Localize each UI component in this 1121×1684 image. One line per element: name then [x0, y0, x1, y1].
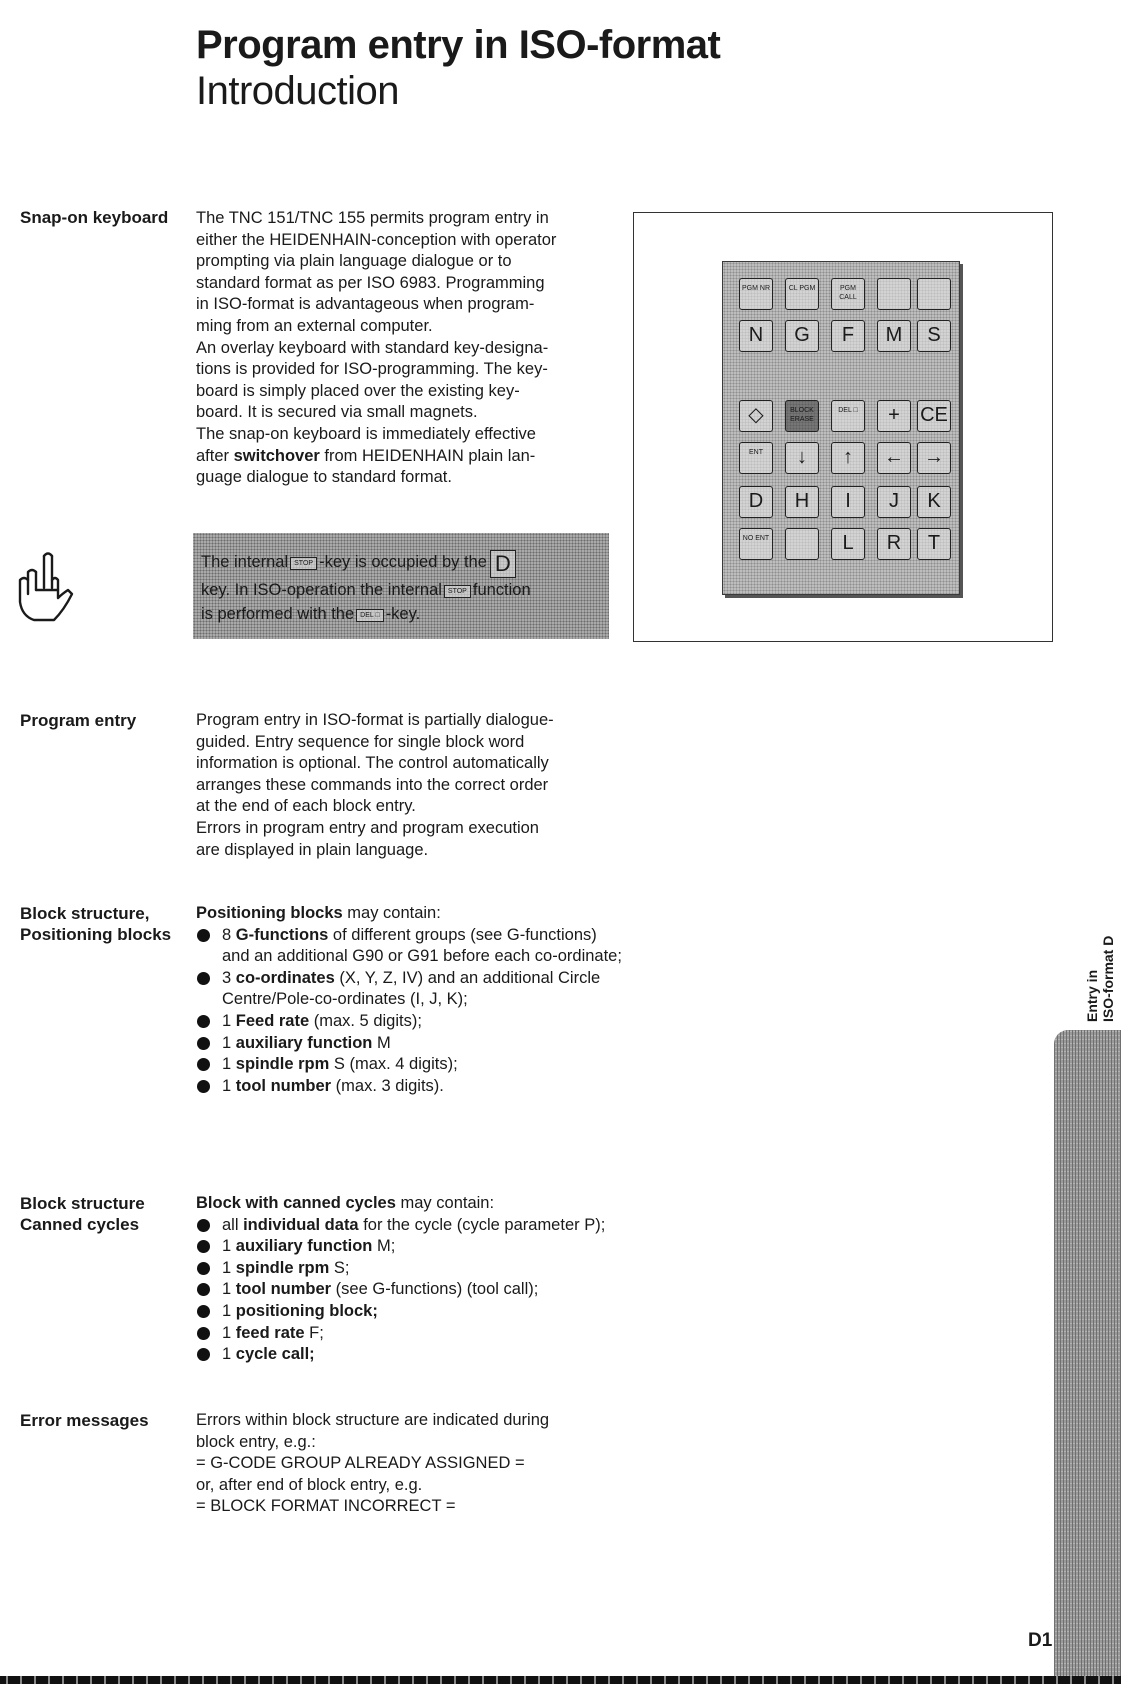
item-pre: 1	[222, 1076, 236, 1095]
item-bold: auxiliary function	[235, 1237, 373, 1256]
positioning-body	[196, 903, 626, 1097]
del-key-glyph: DEL □	[356, 609, 384, 622]
item-bold: auxiliary function	[235, 1033, 373, 1052]
body-line: either the HEIDENHAIN-conception with operator	[196, 230, 557, 249]
body-bold: Positioning blocks	[196, 904, 343, 922]
note-text-part: -key is occupied by the	[319, 553, 487, 571]
body-line: ming from an external computer.	[196, 316, 433, 335]
note-text	[201, 550, 605, 626]
note-text-part: is performed with the	[201, 605, 355, 623]
keypad-key: DEL □	[831, 400, 865, 432]
item-pre: 1	[222, 1258, 236, 1277]
item-post: of different groups (see G-functions) and an additional G90 or G91 before each co-ordinate;	[222, 925, 622, 966]
body-line	[196, 446, 626, 468]
keypad-key: ←	[877, 442, 911, 474]
body-line: or, after end of block entry, e.g.	[196, 1475, 423, 1494]
keypad-key: BLOCK ERASE	[785, 400, 819, 432]
item-bold: feed rate	[235, 1323, 305, 1342]
item-bold: cycle call;	[235, 1345, 315, 1364]
keypad-key: →	[917, 442, 951, 474]
item-bold: tool number	[235, 1076, 332, 1095]
note-text-part: key. In ISO-operation the internal	[201, 581, 442, 599]
list-item	[196, 1215, 626, 1237]
item-pre: 1	[222, 1237, 236, 1256]
stop-key-glyph: STOP	[290, 557, 317, 570]
item-post: S;	[329, 1258, 350, 1277]
item-pre: all	[222, 1215, 244, 1234]
keypad-key: H	[785, 486, 819, 518]
body-line: prompting via plain language dialogue or to	[196, 252, 512, 271]
keypad-key: PGM CALL	[831, 278, 865, 310]
item-pre: 1	[222, 1345, 236, 1364]
section-tab-line: ISO-format D	[1100, 935, 1116, 1022]
keypad-key	[917, 278, 951, 310]
body-line: An overlay keyboard with standard key-designa-	[196, 338, 549, 357]
keypad-key: PGM NR	[739, 278, 773, 310]
keypad-key: ↑	[831, 442, 865, 474]
stop-key-glyph: STOP	[444, 585, 471, 598]
item-bold: spindle rpm	[235, 1258, 330, 1277]
item-post: (see G-functions) (tool call);	[331, 1280, 539, 1299]
body-line: block entry, e.g.:	[196, 1432, 316, 1451]
snap-on-body	[196, 208, 626, 489]
body-line: board. It is secured via small magnets.	[196, 403, 478, 422]
item-pre: 8	[222, 925, 236, 944]
list-item	[196, 1054, 626, 1076]
item-bold: Feed rate	[235, 1011, 310, 1030]
note-text-part: function	[472, 581, 531, 599]
page-subtitle: Introduction	[196, 69, 400, 113]
section-label-error-messages: Error messages	[20, 1411, 149, 1430]
keypad-key: K	[917, 486, 951, 518]
item-bold: spindle rpm	[235, 1055, 330, 1074]
keypad-key: F	[831, 320, 865, 352]
bottom-scan-bar	[0, 1676, 1121, 1684]
keypad-key: CE	[917, 400, 951, 432]
canned-body	[196, 1193, 626, 1366]
keypad-key: D	[739, 486, 773, 518]
body-text: from HEIDENHAIN plain lan-	[319, 446, 536, 465]
keypad-key: I	[831, 486, 865, 518]
keypad-key: +	[877, 400, 911, 432]
keypad-key: J	[877, 486, 911, 518]
section-tab-strip	[1054, 1030, 1121, 1684]
body-line: Errors in program entry and program execution	[196, 818, 539, 837]
body-line: are displayed in plain language.	[196, 840, 429, 859]
keypad-key: NO ENT	[739, 528, 773, 560]
item-bold: individual data	[243, 1215, 359, 1234]
body-line: standard format as per ISO 6983. Programming	[196, 273, 545, 292]
keypad-key	[877, 278, 911, 310]
item-pre: 3	[222, 968, 236, 987]
keyboard-figure	[633, 212, 1053, 642]
body-line: arranges these commands into the correct order	[196, 775, 549, 794]
keypad-key: ◇	[739, 400, 773, 432]
body-text: may contain:	[342, 904, 441, 922]
page-number: D1	[1028, 1630, 1053, 1651]
pointing-hand-icon	[14, 550, 78, 626]
keypad-key	[785, 528, 819, 560]
list-item	[196, 1279, 626, 1301]
list-item	[196, 1076, 626, 1098]
list-item	[196, 1323, 626, 1345]
keypad-key: S	[917, 320, 951, 352]
body-line: guage dialogue to standard format.	[196, 468, 452, 487]
d-key-glyph: D	[490, 550, 516, 578]
keypad-key: ↓	[785, 442, 819, 474]
list-item	[196, 1301, 626, 1323]
item-pre: 1	[222, 1301, 236, 1320]
item-bold: positioning block;	[235, 1301, 378, 1320]
body-line: tions is provided for ISO-programming. The key-	[196, 360, 548, 379]
canned-list	[196, 1215, 626, 1366]
section-tab-label	[1084, 935, 1116, 1022]
item-post: (max. 5 digits);	[309, 1011, 422, 1030]
item-pre: 1	[222, 1011, 236, 1030]
keypad-key: T	[917, 528, 951, 560]
item-post: for the cycle (cycle parameter P);	[358, 1215, 606, 1234]
section-label-canned-cycles: Block structure Canned cycles	[20, 1194, 145, 1234]
body-text: may contain:	[395, 1194, 495, 1212]
body-line: at the end of each block entry.	[196, 797, 416, 816]
item-post: (X, Y, Z, IV) and an additional Circle Centre/Pole-co-ordinates (I, J, K);	[222, 968, 601, 1009]
list-item	[196, 1011, 626, 1033]
item-pre: 1	[222, 1323, 236, 1342]
item-post: F;	[304, 1323, 324, 1342]
section-label-snap-on-keyboard: Snap-on keyboard	[20, 208, 169, 227]
note-text-part: -key.	[385, 605, 421, 623]
body-line: Errors within block structure are indicated during	[196, 1411, 550, 1429]
section-label-positioning-blocks: Block structure, Positioning blocks	[20, 904, 172, 944]
positioning-list	[196, 925, 626, 1098]
body-line: = BLOCK FORMAT INCORRECT =	[196, 1497, 456, 1516]
error-messages-body	[196, 1410, 626, 1518]
item-bold: co-ordinates	[235, 968, 335, 987]
program-entry-body	[196, 710, 626, 861]
body-line: in ISO-format is advantageous when program-	[196, 295, 535, 314]
body-line: information is optional. The control automatically	[196, 754, 549, 773]
list-item	[196, 1236, 626, 1258]
body-line: board is simply placed over the existing key-	[196, 381, 520, 400]
body-line: = G-CODE GROUP ALREADY ASSIGNED =	[196, 1454, 525, 1473]
item-bold: G-functions	[235, 925, 329, 944]
item-post: M;	[372, 1237, 396, 1256]
list-item	[196, 925, 626, 968]
keypad-key: G	[785, 320, 819, 352]
body-text: after	[196, 446, 234, 465]
list-intro	[196, 903, 626, 925]
section-tab-line: Entry in	[1084, 969, 1100, 1022]
item-pre: 1	[222, 1033, 236, 1052]
list-intro	[196, 1193, 626, 1215]
item-post: S (max. 4 digits);	[329, 1055, 458, 1074]
page-title: Program entry in ISO-format	[196, 23, 721, 67]
list-item	[196, 1258, 626, 1280]
section-label-program-entry: Program entry	[20, 711, 137, 730]
body-line: Program entry in ISO-format is partially dialogue-	[196, 711, 554, 729]
body-bold: switchover	[233, 446, 320, 465]
keypad-key: M	[877, 320, 911, 352]
note-box	[193, 533, 609, 639]
item-post: M	[372, 1033, 391, 1052]
list-item	[196, 1033, 626, 1055]
keypad-key: N	[739, 320, 773, 352]
list-item	[196, 1344, 626, 1366]
overlay-keypad	[722, 261, 960, 595]
body-bold: Block with canned cycles	[196, 1194, 396, 1212]
item-bold: tool number	[235, 1280, 332, 1299]
item-pre: 1	[222, 1280, 236, 1299]
keypad-key: L	[831, 528, 865, 560]
body-line: The snap-on keyboard is immediately effective	[196, 424, 536, 443]
keypad-key: ENT	[739, 442, 773, 474]
keypad-key: R	[877, 528, 911, 560]
body-line: guided. Entry sequence for single block word	[196, 732, 525, 751]
body-line: The TNC 151/TNC 155 permits program entry in	[196, 209, 549, 227]
item-pre: 1	[222, 1055, 236, 1074]
keypad-key: CL PGM	[785, 278, 819, 310]
note-text-part: The internal	[201, 553, 289, 571]
list-item	[196, 968, 626, 1011]
item-post: (max. 3 digits).	[331, 1076, 444, 1095]
